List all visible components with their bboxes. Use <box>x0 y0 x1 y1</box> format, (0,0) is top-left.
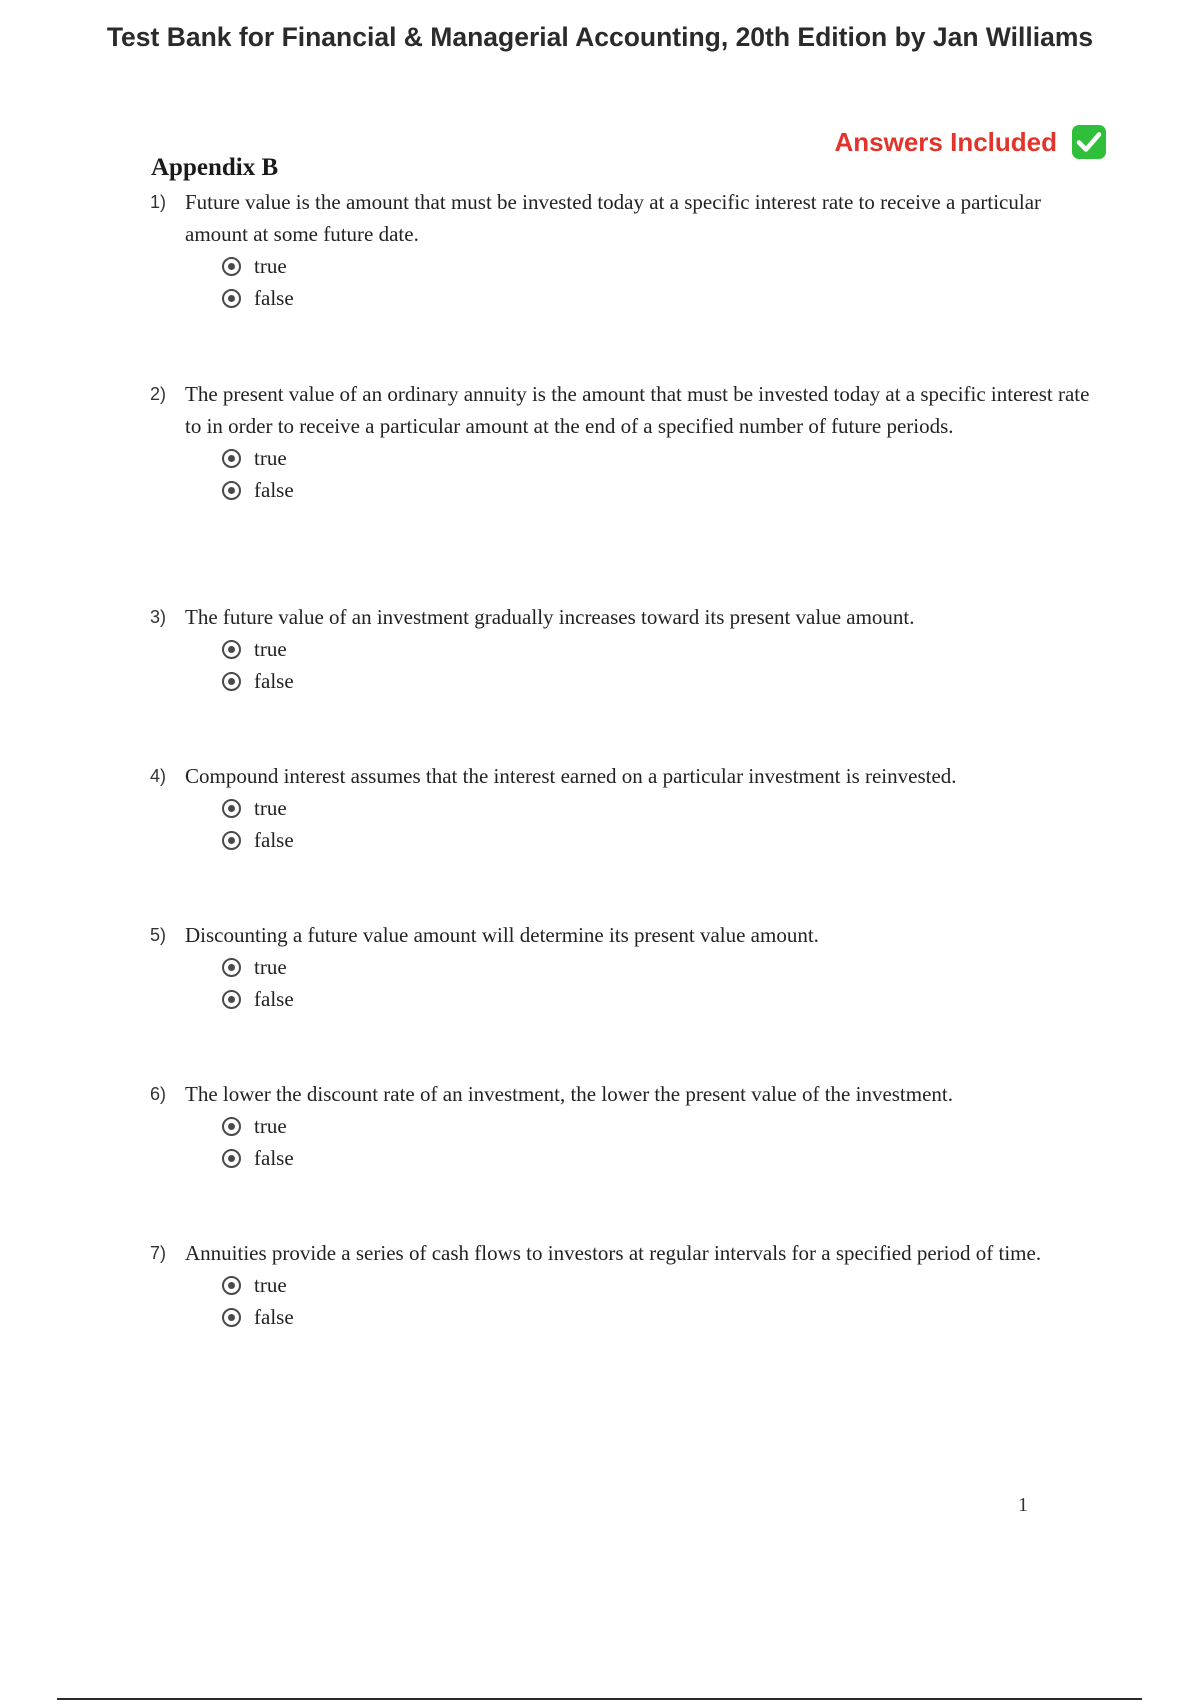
answer-options <box>222 951 1100 1015</box>
question-number: 5) <box>150 925 167 945</box>
option-label: false <box>254 669 294 693</box>
answer-options <box>222 792 1100 856</box>
option-true[interactable] <box>222 442 1100 474</box>
option-label: false <box>254 828 294 852</box>
checkmark-box-icon <box>1071 124 1107 160</box>
question-text: Annuities provide a series of cash flows to investors at regular intervals for a specified period of time. <box>185 1241 1042 1265</box>
answer-options <box>222 1110 1100 1174</box>
question-7 <box>150 1237 1100 1333</box>
option-true[interactable] <box>222 633 1100 665</box>
option-false[interactable] <box>222 474 1100 506</box>
radio-button-icon[interactable] <box>222 1149 241 1168</box>
question-text: Future value is the amount that must be invested today at a specific interest rate to receive a particular amount at some future date. <box>185 190 1042 246</box>
answer-options <box>222 633 1100 697</box>
question-number: 3) <box>150 607 167 627</box>
option-false[interactable] <box>222 1142 1100 1174</box>
radio-button-icon[interactable] <box>222 1308 241 1327</box>
answer-options <box>222 442 1100 506</box>
question-3 <box>150 601 1100 697</box>
option-false[interactable] <box>222 983 1100 1015</box>
question-text: The lower the discount rate of an investment, the lower the present value of the investment. <box>185 1082 954 1106</box>
answer-options <box>222 250 1100 314</box>
question-text: Discounting a future value amount will determine its present value amount. <box>185 923 819 947</box>
option-label: true <box>254 796 287 820</box>
option-false[interactable] <box>222 1301 1100 1333</box>
option-label: true <box>254 1273 287 1297</box>
radio-button-icon[interactable] <box>222 831 241 850</box>
option-false[interactable] <box>222 282 1100 314</box>
question-number: 7) <box>150 1243 167 1263</box>
radio-button-icon[interactable] <box>222 672 241 691</box>
radio-button-icon[interactable] <box>222 289 241 308</box>
option-label: true <box>254 1114 287 1138</box>
question-6 <box>150 1078 1100 1174</box>
question-number: 2) <box>150 384 167 404</box>
option-true[interactable] <box>222 1110 1100 1142</box>
question-text: The future value of an investment gradually increases toward its present value amount. <box>185 605 915 629</box>
option-true[interactable] <box>222 1269 1100 1301</box>
option-label: false <box>254 286 294 310</box>
question-number: 6) <box>150 1084 167 1104</box>
option-true[interactable] <box>222 951 1100 983</box>
radio-button-icon[interactable] <box>222 1276 241 1295</box>
answers-included-label: Answers Included <box>834 126 1057 157</box>
page-title: Test Bank for Financial & Managerial Accounting, 20th Edition by Jan Williams <box>106 22 1094 52</box>
radio-button-icon[interactable] <box>222 481 241 500</box>
answers-included-badge <box>835 124 1108 160</box>
option-label: false <box>254 1305 294 1329</box>
question-4 <box>150 760 1100 856</box>
radio-button-icon[interactable] <box>222 990 241 1009</box>
option-false[interactable] <box>222 824 1100 856</box>
option-false[interactable] <box>222 665 1100 697</box>
option-true[interactable] <box>222 792 1100 824</box>
question-number: 4) <box>150 766 167 786</box>
option-label: false <box>254 987 294 1011</box>
section-title: Appendix B <box>151 154 279 181</box>
radio-button-icon[interactable] <box>222 799 241 818</box>
option-label: false <box>254 1146 294 1170</box>
page-number: 1 <box>1018 1494 1028 1516</box>
question-text: Compound interest assumes that the interest earned on a particular investment is reinvested. <box>185 764 957 788</box>
answer-options <box>222 1269 1100 1333</box>
question-number: 1) <box>150 192 167 212</box>
radio-button-icon[interactable] <box>222 257 241 276</box>
question-5 <box>150 919 1100 1015</box>
option-label: true <box>254 254 287 278</box>
question-2 <box>150 378 1100 506</box>
question-text: The present value of an ordinary annuity is the amount that must be invested today at a specific interest rate to in order to receive a particular amount at the end of a specified number of future periods. <box>185 382 1090 438</box>
option-label: true <box>254 955 287 979</box>
option-true[interactable] <box>222 250 1100 282</box>
option-label: false <box>254 478 294 502</box>
radio-button-icon[interactable] <box>222 958 241 977</box>
radio-button-icon[interactable] <box>222 449 241 468</box>
option-label: true <box>254 637 287 661</box>
radio-button-icon[interactable] <box>222 640 241 659</box>
radio-button-icon[interactable] <box>222 1117 241 1136</box>
question-1 <box>150 186 1100 314</box>
option-label: true <box>254 446 287 470</box>
